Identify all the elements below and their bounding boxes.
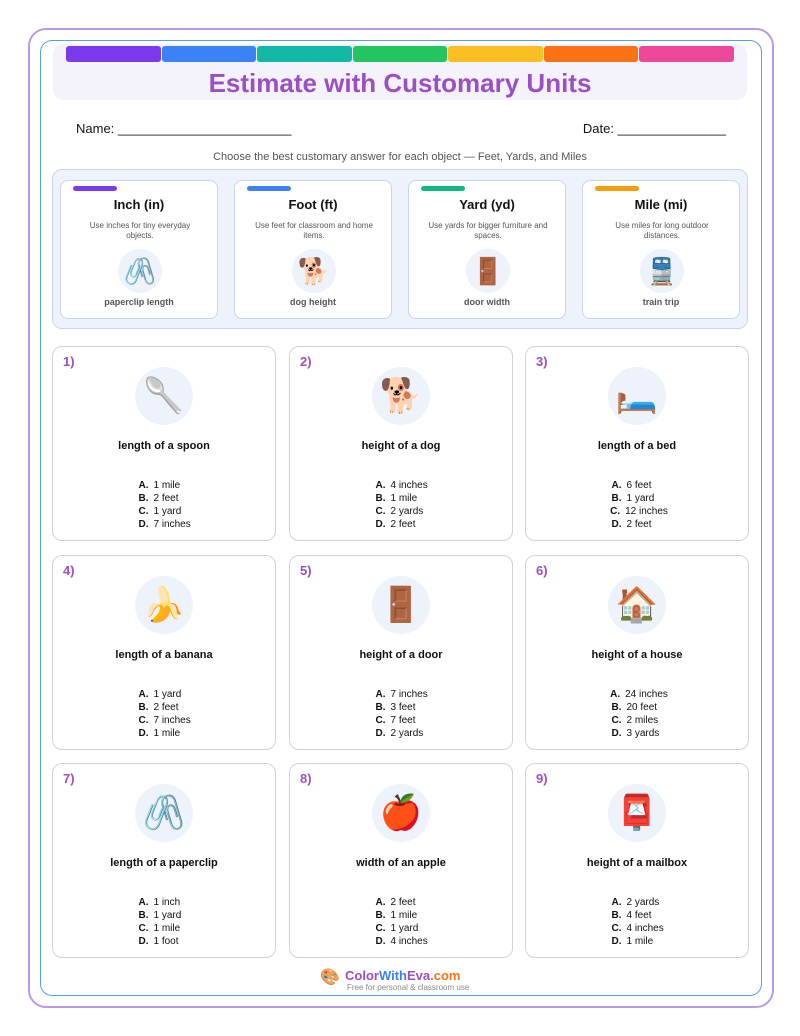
option-text: 20 feet [626, 702, 658, 713]
option-letter: A. [138, 689, 149, 700]
option-text: 3 feet [390, 702, 416, 713]
option-text: 2 yards [390, 728, 424, 739]
question-card [289, 346, 513, 541]
answer-option[interactable] [290, 492, 512, 505]
unit-example-label: dog height [290, 297, 336, 307]
answer-option[interactable] [526, 896, 748, 909]
option-letter: D. [138, 728, 149, 739]
question-card [525, 346, 749, 541]
spoon-icon: 🥄 [135, 367, 193, 425]
option-text: 1 mile [390, 493, 418, 504]
option-text: 4 inches [390, 480, 428, 491]
option-letter: C. [138, 923, 149, 934]
answer-option[interactable] [526, 909, 748, 922]
option-text: 1 mile [153, 923, 181, 934]
answer-option[interactable] [53, 896, 275, 909]
question-card [525, 555, 749, 750]
question-number: 1) [63, 354, 75, 369]
answer-option[interactable] [290, 714, 512, 727]
option-letter: D. [375, 936, 386, 947]
question-number: 5) [300, 563, 312, 578]
paperclip-icon: 🖇️ [118, 249, 162, 293]
stripe-segment [257, 46, 352, 62]
answer-option[interactable] [526, 518, 748, 531]
option-text: 7 inches [153, 519, 191, 530]
answer-option[interactable] [290, 896, 512, 909]
option-text: 1 mile [390, 910, 418, 921]
answer-option[interactable] [526, 922, 748, 935]
option-letter: C. [138, 506, 149, 517]
answer-option[interactable] [526, 714, 748, 727]
stripe-segment [353, 46, 448, 62]
question-number: 9) [536, 771, 548, 786]
option-letter: B. [375, 702, 386, 713]
option-text: 2 feet [390, 519, 416, 530]
dog-icon: 🐕 [372, 367, 430, 425]
option-text: 2 feet [390, 897, 416, 908]
option-text: 2 yards [390, 506, 424, 517]
option-text: 1 foot [153, 936, 179, 947]
question-text: height of a mailbox [586, 857, 688, 869]
question-text: width of an apple [356, 857, 446, 869]
option-text: 2 feet [153, 702, 179, 713]
answer-option[interactable] [290, 935, 512, 948]
color-stripe [66, 46, 735, 62]
stripe-segment [544, 46, 639, 62]
option-letter: D. [611, 728, 622, 739]
date-field[interactable]: Date: _______________ [582, 121, 726, 136]
answer-option[interactable] [526, 492, 748, 505]
option-text: 7 inches [390, 689, 428, 700]
option-letter: B. [611, 493, 622, 504]
question-number: 6) [536, 563, 548, 578]
option-letter: C. [611, 923, 622, 934]
option-text: 1 yard [390, 923, 419, 934]
answer-option[interactable] [53, 714, 275, 727]
answer-options [53, 479, 275, 531]
option-text: 1 inch [153, 897, 181, 908]
answer-option[interactable] [53, 688, 275, 701]
question-number: 8) [300, 771, 312, 786]
option-letter: D. [611, 936, 622, 947]
answer-option[interactable] [53, 492, 275, 505]
unit-card-1 [60, 180, 218, 319]
question-number: 4) [63, 563, 75, 578]
answer-option[interactable] [526, 479, 748, 492]
unit-description: Use feet for classroom and home items. [255, 221, 373, 240]
answer-option[interactable] [290, 922, 512, 935]
option-letter: D. [138, 936, 149, 947]
unit-color-bar [247, 186, 291, 191]
mailbox-icon: 📮 [608, 784, 666, 842]
answer-options [53, 896, 275, 948]
answer-options [290, 479, 512, 531]
option-letter: C. [375, 715, 386, 726]
option-letter: A. [375, 480, 386, 491]
answer-options [290, 896, 512, 948]
option-text: 7 inches [153, 715, 191, 726]
option-text: 4 feet [626, 910, 652, 921]
answer-options [526, 896, 748, 948]
option-letter: A. [610, 689, 621, 700]
answer-option[interactable] [526, 701, 748, 714]
option-text: 2 miles [626, 715, 659, 726]
unit-example-label: train trip [642, 297, 680, 307]
unit-card-3 [408, 180, 566, 319]
door-icon: 🚪 [372, 576, 430, 634]
option-text: 1 mile [626, 936, 654, 947]
question-card [52, 763, 276, 958]
banana-icon: 🍌 [135, 576, 193, 634]
option-letter: C. [375, 923, 386, 934]
option-text: 1 mile [153, 480, 181, 491]
footer-tagline: Free for personal & classroom use [347, 983, 470, 992]
unit-title: Mile (mi) [634, 197, 688, 212]
dog-icon: 🐕 [292, 249, 336, 293]
option-text: 4 inches [390, 936, 428, 947]
answer-option[interactable] [526, 727, 748, 740]
question-text: length of a bed [597, 440, 677, 452]
unit-card-4 [582, 180, 740, 319]
option-letter: D. [375, 728, 386, 739]
answer-option[interactable] [290, 518, 512, 531]
option-text: 1 mile [153, 728, 181, 739]
answer-option[interactable] [526, 688, 748, 701]
option-letter: C. [375, 506, 386, 517]
option-letter: B. [138, 910, 149, 921]
unit-card-2 [234, 180, 392, 319]
option-text: 3 yards [626, 728, 660, 739]
answer-option[interactable] [290, 505, 512, 518]
unit-description: Use yards for bigger furniture and spaces. [428, 221, 548, 240]
unit-example-label: door width [464, 297, 510, 307]
answer-option[interactable] [526, 935, 748, 948]
option-letter: A. [375, 689, 386, 700]
answer-option[interactable] [53, 518, 275, 531]
option-text: 12 inches [625, 506, 668, 517]
option-text: 7 feet [390, 715, 416, 726]
option-letter: A. [138, 897, 149, 908]
option-letter: D. [138, 519, 149, 530]
option-letter: A. [611, 480, 622, 491]
answer-option[interactable] [53, 909, 275, 922]
option-letter: D. [375, 519, 386, 530]
apple-icon: 🍎 [372, 784, 430, 842]
unit-description: Use miles for long outdoor distances. [615, 221, 709, 240]
unit-color-bar [73, 186, 117, 191]
option-letter: B. [138, 702, 149, 713]
answer-option[interactable] [53, 935, 275, 948]
option-text: 1 yard [153, 506, 182, 517]
answer-option[interactable] [53, 505, 275, 518]
answer-option[interactable] [53, 479, 275, 492]
question-card [525, 763, 749, 958]
stripe-segment [162, 46, 257, 62]
unit-color-bar [421, 186, 465, 191]
answer-option[interactable] [290, 479, 512, 492]
instructions: Choose the best customary answer for each object — Feet, Yards, and Miles [213, 151, 587, 163]
brand-part-1: Color [345, 968, 379, 983]
option-letter: B. [375, 493, 386, 504]
option-letter: C. [611, 715, 622, 726]
question-text: length of a banana [115, 649, 213, 661]
option-text: 24 inches [625, 689, 668, 700]
answer-option[interactable] [290, 688, 512, 701]
option-letter: B. [375, 910, 386, 921]
option-letter: B. [611, 702, 622, 713]
answer-options [526, 688, 748, 740]
bed-icon: 🛏️ [608, 367, 666, 425]
option-letter: C. [610, 506, 621, 517]
option-text: 2 feet [153, 493, 179, 504]
answer-option[interactable] [53, 727, 275, 740]
option-text: 6 feet [626, 480, 652, 491]
brand-part-4: .com [430, 968, 461, 983]
brand-part-3: Eva [407, 968, 431, 983]
answer-options [290, 688, 512, 740]
question-text: length of a paperclip [110, 857, 218, 869]
question-number: 2) [300, 354, 312, 369]
door-icon: 🚪 [466, 249, 510, 293]
option-letter: C. [138, 715, 149, 726]
option-letter: D. [611, 519, 622, 530]
option-letter: B. [611, 910, 622, 921]
question-number: 3) [536, 354, 548, 369]
unit-color-bar [595, 186, 639, 191]
option-letter: A. [138, 480, 149, 491]
option-letter: B. [138, 493, 149, 504]
unit-example-label: paperclip length [104, 297, 174, 307]
question-text: length of a spoon [118, 440, 210, 452]
answer-option[interactable] [290, 727, 512, 740]
option-text: 2 yards [626, 897, 660, 908]
question-card [289, 763, 513, 958]
question-card [289, 555, 513, 750]
option-text: 1 yard [626, 493, 655, 504]
answer-option[interactable] [290, 701, 512, 714]
option-text: 1 yard [153, 689, 182, 700]
unit-title: Foot (ft) [288, 197, 338, 212]
answer-option[interactable] [526, 505, 748, 518]
question-card [52, 346, 276, 541]
answer-option[interactable] [53, 701, 275, 714]
stripe-segment [448, 46, 543, 62]
answer-option[interactable] [290, 909, 512, 922]
brand-part-2: With [378, 968, 407, 983]
question-card [52, 555, 276, 750]
palette-icon: 🎨 [320, 969, 340, 986]
question-text: height of a house [591, 649, 683, 661]
page-title: Estimate with Customary Units [208, 68, 592, 98]
answer-option[interactable] [53, 922, 275, 935]
answer-options [53, 688, 275, 740]
train-icon: 🚆 [640, 249, 684, 293]
option-letter: A. [611, 897, 622, 908]
stripe-segment [66, 46, 161, 62]
unit-description: Use inches for tiny everyday objects. [89, 221, 191, 240]
brand-name [345, 968, 460, 983]
question-text: height of a door [359, 649, 443, 661]
paperclip-icon: 🖇️ [135, 784, 193, 842]
option-text: 2 feet [626, 519, 652, 530]
answer-options [526, 479, 748, 531]
option-text: 1 yard [153, 910, 182, 921]
option-letter: A. [375, 897, 386, 908]
unit-title: Inch (in) [113, 197, 165, 212]
option-text: 4 inches [626, 923, 664, 934]
question-number: 7) [63, 771, 75, 786]
unit-title: Yard (yd) [459, 197, 515, 212]
name-field[interactable]: Name: ________________________ [76, 121, 292, 136]
name-date-row [76, 121, 726, 136]
question-text: height of a dog [361, 440, 441, 452]
footer-brand [320, 966, 490, 996]
stripe-segment [639, 46, 734, 62]
house-icon: 🏠 [608, 576, 666, 634]
